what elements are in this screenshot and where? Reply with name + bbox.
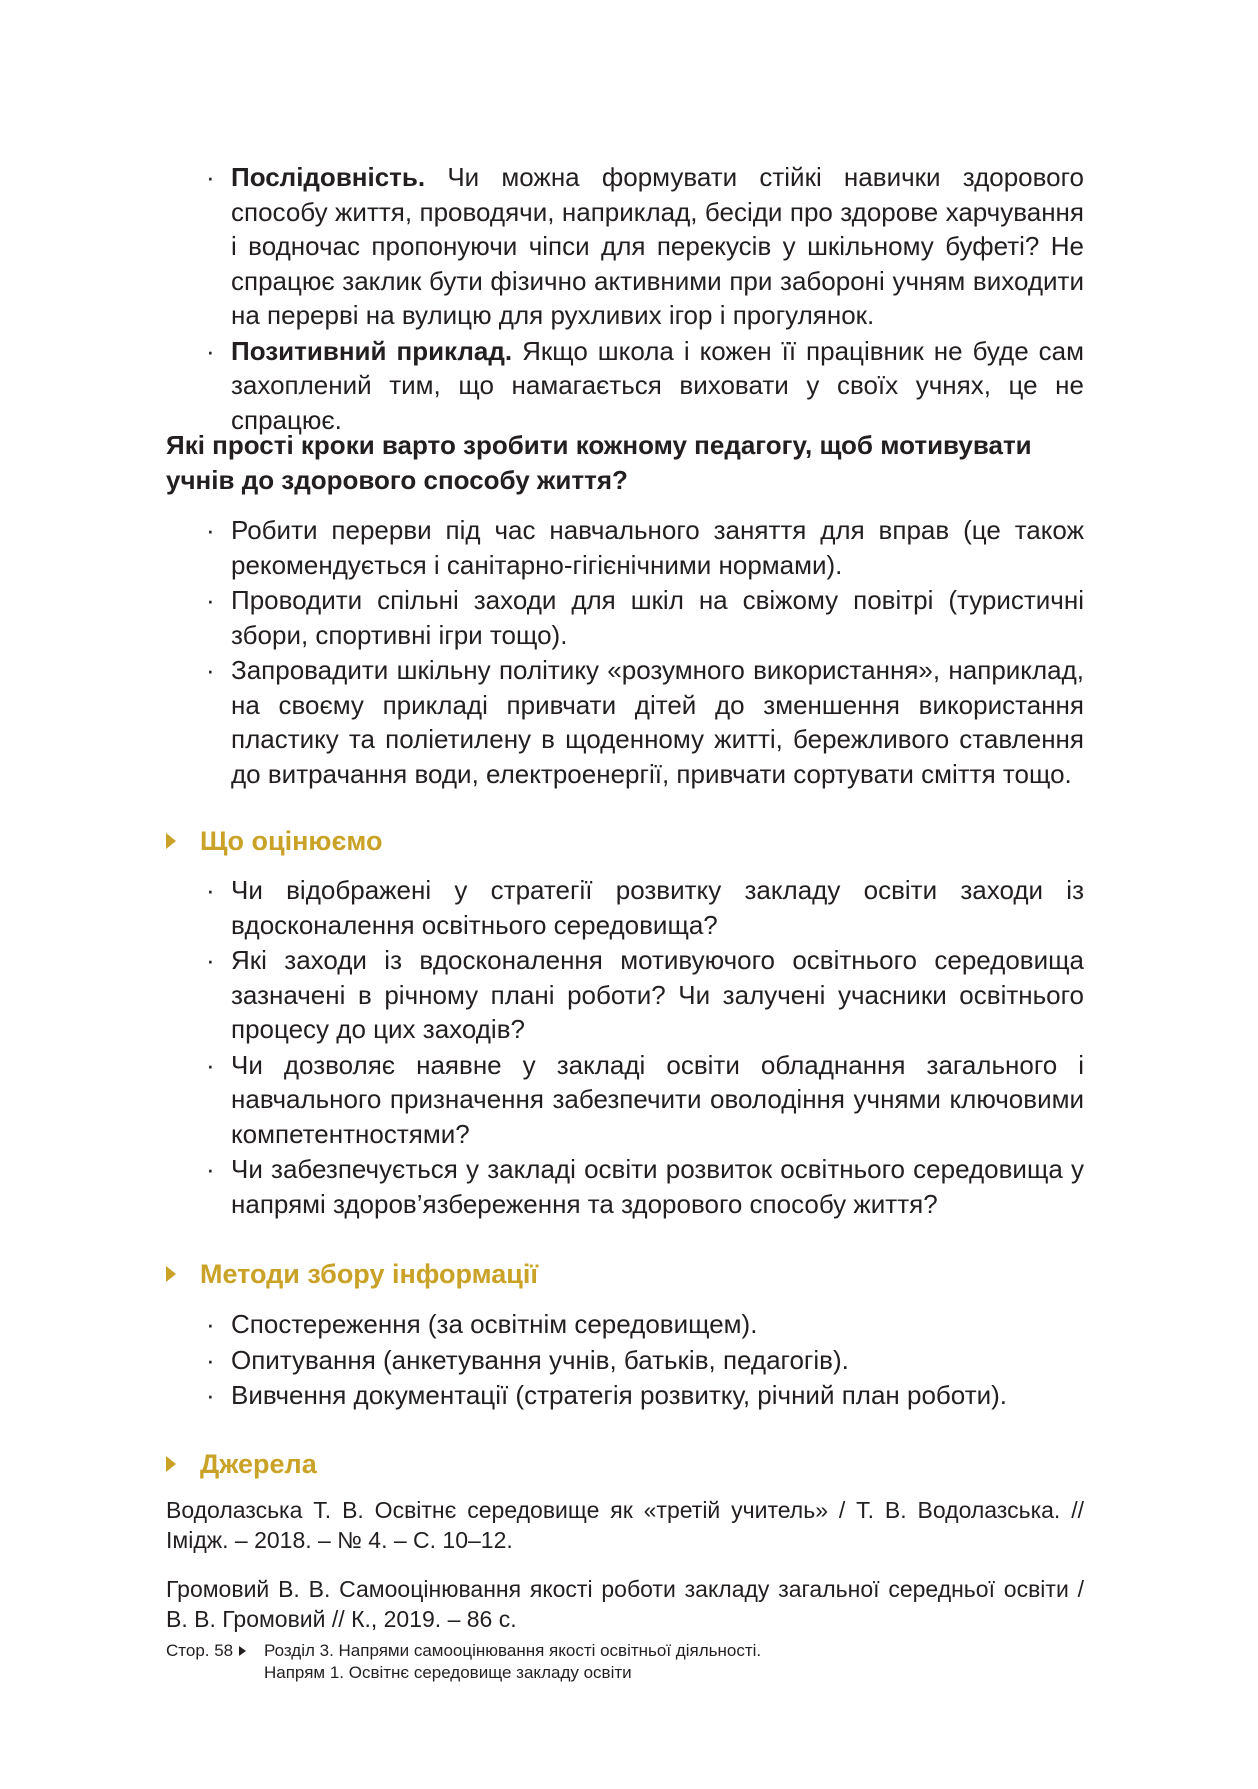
bullet-icon: ·: [206, 515, 215, 545]
page-number: Стор. 58: [166, 1641, 234, 1660]
bullet-icon: ·: [206, 945, 215, 975]
footer-line: Напрям 1. Освітнє середовище закладу освіти: [264, 1663, 632, 1682]
item-text: Вивчення документації (стратегія розвитку, річний план роботи).: [231, 1380, 1008, 1410]
bullet-icon: ·: [206, 655, 215, 685]
list-item: [206, 653, 1084, 791]
item-text: Робити перерви під час навчального заняття для вправ (це також рекомендується і санітарно-гігієнічними нормами).: [231, 515, 1084, 580]
list-item: [206, 943, 1084, 1047]
list-item: [206, 1307, 1084, 1342]
principles-list: [206, 160, 1084, 437]
section-heading-sources: [166, 1447, 317, 1481]
list-item: [206, 1152, 1084, 1221]
item-text: Опитування (анкетування учнів, батьків, педагогів).: [231, 1344, 849, 1375]
question-heading: Які прості кроки варто зробити кожному педагогу, щоб мотивувати учнів до здорового способу життя?: [166, 430, 1032, 495]
methods-list: [206, 1307, 1084, 1413]
bullet-icon: ·: [206, 875, 215, 905]
item-text: Якщо школа і кожен її працівник не буде сам захоплений тим, що намагається виховати у своїх учнях, це не спрацює.: [231, 335, 1085, 435]
bullet-icon: ·: [206, 1380, 215, 1410]
item-text: Які заходи із вдосконалення мотивуючого освітнього середовища зазначені в річному плані роботи? Чи залучені учасники освітнього процесу до цих заходів?: [231, 945, 1084, 1044]
item-text: Чи забезпечується у закладі освіти розвиток освітнього середовища у напрямі здоров’язбереження та здорового способу життя?: [231, 1154, 1084, 1219]
bullet-icon: ·: [206, 1154, 215, 1184]
item-heading: Послідовність.: [231, 162, 426, 192]
list-item: [206, 513, 1084, 582]
list-item: [206, 873, 1084, 942]
item-heading: Позитивний приклад.: [231, 335, 513, 366]
bullet-icon: ·: [206, 1309, 215, 1339]
bullet-icon: ·: [206, 1049, 215, 1080]
footer-text: [264, 1640, 964, 1684]
list-item: [206, 1343, 1084, 1378]
item-text: Проводити спільні заходи для шкіл на свіжому повітрі (туристичні збори, спортивні ігри тощо).: [231, 585, 1084, 650]
list-item: [206, 1378, 1084, 1413]
bullet-icon: ·: [206, 585, 215, 615]
list-item: [206, 160, 1084, 333]
steps-list: [206, 513, 1084, 791]
bullet-icon: ·: [206, 162, 215, 192]
page-number-group: [166, 1640, 246, 1662]
bullet-icon: ·: [206, 1344, 215, 1375]
evaluate-list: [206, 873, 1084, 1221]
section-title: Джерела: [200, 1449, 317, 1479]
footer-line: Розділ 3. Напрями самооцінювання якості освітньої діяльності.: [264, 1641, 762, 1660]
triangle-bullet-icon: [166, 1456, 176, 1472]
triangle-bullet-icon: [166, 1266, 176, 1282]
arrow-right-icon: [239, 1646, 246, 1656]
triangle-bullet-icon: [166, 833, 176, 849]
list-item: [206, 334, 1084, 438]
item-text: Спостереження (за освітнім середовищем).: [231, 1309, 758, 1339]
reference-item: Водолазська Т. В. Освітнє середовище як «третій учитель» / Т. В. Водолазська. // Імідж. – 2018. – № 4. – С. 10–12.: [166, 1497, 1084, 1553]
item-text: Чи можна формувати стійкі навички здорового способу життя, проводячи, наприклад, бесіди про здорове харчування і водночас пропонуючи чіпси для перекусів у шкільному буфеті? Не спрацює заклик бути фізично активними при забороні учням виходити на перерві на вулицю для рухливих ігор і прогулянок.: [231, 162, 1084, 330]
list-item: [206, 1048, 1084, 1152]
list-item: [206, 583, 1084, 652]
reference-item: Громовий В. В. Самооцінювання якості роботи закладу загальної середньої освіти / В. В. Громовий // К., 2019. – 86 с.: [166, 1576, 1084, 1632]
item-text: Запровадити шкільну політику «розумного використання», наприклад, на своєму прикладі привчати дітей до зменшення використання пластику та поліетилену в щоденному житті, бережливого ставлення до витрачання води, електроенергії, привчати сортувати сміття тощо.: [231, 655, 1084, 789]
item-text: Чи дозволяє наявне у закладі освіти обладнання загального і навчального призначення забезпечити оволодіння учнями ключовими компетентностями?: [231, 1049, 1084, 1149]
section-heading-methods: [166, 1257, 538, 1291]
section-title: Що оцінюємо: [200, 826, 383, 856]
bullet-icon: ·: [206, 335, 215, 366]
section-heading-evaluate: [166, 824, 383, 858]
item-text: Чи відображені у стратегії розвитку закладу освіти заходи із вдосконалення освітнього середовища?: [231, 875, 1084, 940]
section-title: Методи збору інформації: [200, 1259, 539, 1289]
